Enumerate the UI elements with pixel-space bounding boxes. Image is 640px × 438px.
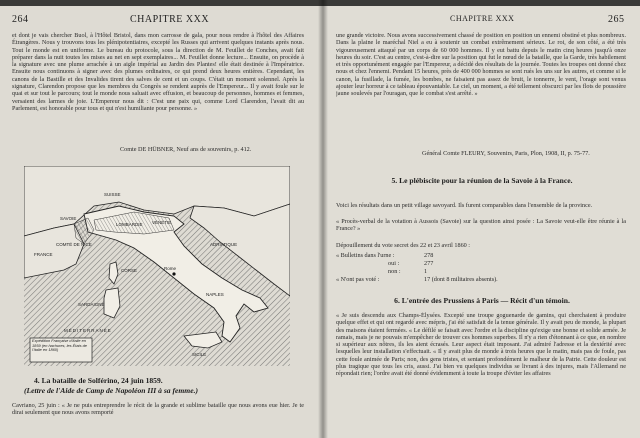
label-corse: CORSE: [121, 268, 138, 273]
rome-marker: [172, 272, 175, 275]
source-citation-hubner: Comte DE HÜBNER, Neuf ans de souvenirs, p. 412.: [120, 146, 252, 153]
solferino-letter-start: Cavriano, 25 juin : « Je ne puis entreprendre le récit de la grande et sublime bataille que nous avons eue hier. Je te dirai seulement que nous avons remporté: [12, 402, 304, 417]
vote-row-label: non :: [388, 268, 401, 275]
vote-row: [336, 268, 626, 276]
section-4-subtitle: (Lettre de l'Aide de Camp de Napoléon III à sa femme.): [24, 386, 198, 395]
label-venetie: VÉNÉTIE: [152, 220, 172, 225]
vote-row-label: « N'ont pas voté :: [336, 276, 380, 283]
label-france: FRANCE: [34, 252, 53, 257]
label-rome: Rome: [164, 266, 177, 271]
italy-map-figure: [24, 166, 290, 366]
book-gutter: [318, 0, 328, 438]
label-nice: COMTÉ DE NICE: [56, 242, 92, 247]
vote-results-table: [336, 252, 626, 284]
vote-row-value: 1: [424, 268, 428, 275]
vote-row-label: « Bulletins dans l'urne :: [336, 252, 395, 259]
memoir-excerpt: et dont je vais chercher Buol, à l'Hôtel Bristol, dans mon carrosse de gala, pour nous rendre à l'hôtel des Affaires Étrangères. Nous y trouvons tous les plénipotentiaires, excepté les Russes qui arrivent quelques instants après nous. Tout le monde est en uniforme. Le bureau du protocole, sous la direction de M. Feuillet de Conches, avait fait préparer dans la nuit toutes les mises au net en sept exemplaires... M. Feuillet donne lecture... Ensuite, on procède à la signature avec une plume arrachée à un aigle impérial au Jardin des Plantes! elle était destinée à l'Impératrice. Ensuite nous continuons à signer avec des plumes ordinaires, ce qui prend deux heures entières. Cependant, les canons de la Bastille et des Invalides tirent des salves de cent et un coups. C'était un moment solennel. Après la signature, Clarendon propose que les membres du Congrès se rendent auprès de l'Empereur... Il y avait foule sur le quai et sur tout le parcours; tout le monde nous saluait avec effusion, et beaucoup de personnes, hommes et femmes, versaient des larmes de joie. L'Empereur nous dit : C'est une paix qui, comme Lord Clarendon, l'avait dit au Parlement, est honorable pour tous et qui n'est humiliante pour personne. »: [12, 32, 304, 112]
page-number-right: 265: [608, 14, 625, 25]
proces-verbal-text: « Procès-verbal de la votation à Aussois (Savoie) sur la question ainsi posée : La Savoie veut-elle être réunie à la France? »: [336, 218, 626, 233]
prussians-account: « Je suis descendu aux Champs-Élysées. Excepté une troupe goguenarde de gamins, qui cherchaient à produire quelque effet et qui ont regardé avec mépris, j'ai été satisfait de la tenue générale. Il y avait peu de monde, la plupart des maisons étaient fermées. « Le défilé se faisait avec l'ordre et la discipline qu'exige une bonne et solide armée. Je ramais, mais je ne pouvais m'empêcher de trouver ces hommes superbes. Il n'y a rien d'étonnant à ce que, en nombre si supérieur aux nôtres, ils les aient écrasés. Leur aspect était imposant. J'ai admiré l'adresse et la dextérité avec lesquelles leur installation s'effectuait. « Il y avait plus de monde à trois heures que le matin, mais pas de foule, pas cette foule animée de Paris; non, des gens tristes, et sentant profondément le malheur de la Patrie. Cette douleur est plus tragique que tous les cris, aussi. J'ai bien vu quelques individus se livrant à des injures, mais l'Allemand ne répondait rien; l'ordre avait été donné évidemment à toute la troupe d'éviter les affaires: [336, 312, 626, 378]
section-4-title: 4. La bataille de Solférino, 24 juin 1859.: [34, 376, 163, 385]
label-sicile: SICILE: [192, 352, 207, 357]
running-head-left: CHAPITRE XXX: [130, 14, 210, 25]
page-number-left: 264: [12, 14, 29, 25]
vote-row-label: oui :: [388, 260, 400, 267]
vote-row: [336, 252, 626, 260]
label-savoie: SAVOIE: [60, 216, 77, 221]
running-head-right: CHAPITRE XXX: [450, 14, 515, 23]
plebiscite-intro: Voici les résultats dans un petit village savoyard. Ils furent comparables dans l'ensemble de la province.: [336, 202, 593, 209]
left-page: [0, 6, 322, 438]
section-5-title: 5. Le plébiscite pour la réunion de la Savoie à la France.: [391, 176, 573, 185]
label-mediterranee: MÉDITERRANÉE: [64, 328, 112, 333]
vote-row-value: 277: [424, 260, 434, 267]
vote-row-value: 278: [424, 252, 434, 259]
source-citation-fleury: Général Comte FLEURY, Souvenirs, Paris, Plon, 1908, II, p. 75-77.: [422, 150, 590, 157]
depouillement-text: Dépouillement du vote secret des 22 et 23 avril 1860 :: [336, 242, 471, 249]
vote-row: [336, 276, 626, 284]
section-6-title: 6. L'entrée des Prussiens à Paris — Récit d'un témoin.: [394, 296, 570, 305]
label-lombardie: LOMBARDIE: [116, 222, 143, 227]
map-legend-text: Expédition Française d'Italie en 1859 (en hachures, les États de l'Italie en 1860): [32, 339, 87, 353]
label-sardaigne: SARDAIGNE: [78, 302, 105, 307]
label-adriatique: ADRIATIQUE: [210, 242, 238, 247]
vote-row-value: 17 (dont 8 militaires absents).: [424, 276, 498, 283]
solferino-letter-continuation: une grande victoire. Nous avons successivement chassé de position en position un ennemi obstiné et plus nombreux. Dans la plaine le maréchal Niel a eu à soutenir un combat extrêmement sérieux. Le roi, de son côté, a été très vigoureusement attaqué par un corps de 60 000 hommes. Il y eut battu depuis le matin cinq heures jusqu'à onze heures du soir. C'est au centre, c'est-à-dire sur la position qui fut le nœud de la bataille, que la Garde, très habilement et très opportunément engagée par l'Empereur, a décidé des résultats de la journée. Toutes les troupes ont donné chez nous et chez l'ennemi. Pendant 15 heures, près de 400 000 hommes se sont rués les uns sur les autres, et comme si le canon, la fusillade, la fumée, les bombes, ne faisaient pas assez de bruit, le tonnerre, le vent, l'orage sont venus ajouter leur horreur à ce tableau épouvantable. Le ciel, un moment, a été tellement obscurci par les flots de poussière jaune soulevés par l'ouragan, que le combat s'est arrêté. »: [336, 32, 626, 98]
label-suisse: SUISSE: [104, 192, 121, 197]
right-page: [322, 6, 640, 438]
label-naples: NAPLES: [206, 292, 224, 297]
vote-row: [336, 260, 626, 268]
